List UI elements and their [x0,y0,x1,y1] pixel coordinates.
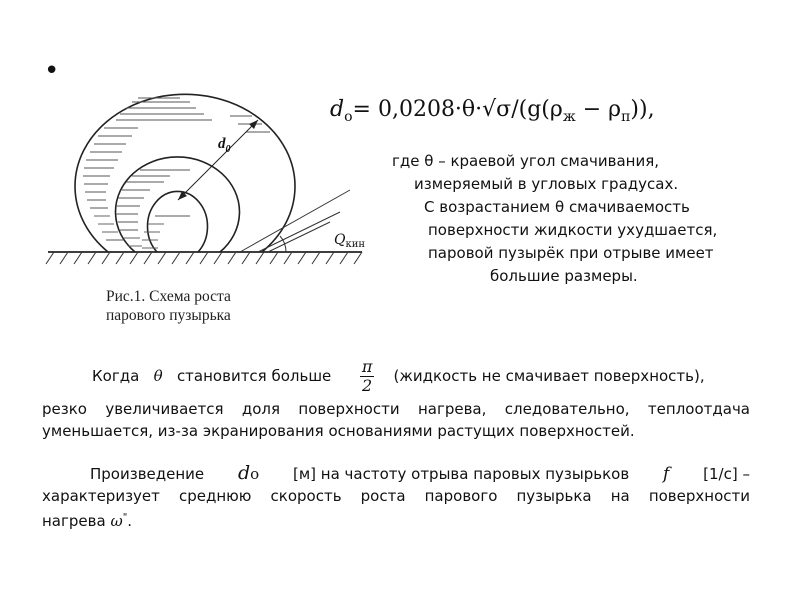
explain-line-6: большие размеры. [490,267,638,285]
paragraph-theta-line-2: резко увеличивается доля поверхности нагрева, следовательно, теплоотдача [42,400,750,418]
bubble-small [148,191,208,252]
paragraph-product [42,462,750,532]
paragraph-product-line-3: нагрева ω". [42,512,133,530]
diameter-arrow [178,120,258,200]
bubble-diameter-formula: $d_о= 0,0208\cdot\theta\cdot√\sigma/(g(\rho_ж - \rho_п))$, [330,97,655,125]
paragraph-theta [42,354,750,442]
formula-explanation [392,150,752,288]
bubble-growth-figure [40,70,380,290]
label-q-kin: $Q_{кин}$ [334,232,366,250]
pi-over-two: $\frac{\pi}{2}$ [361,357,373,395]
paragraph-product-line-2: характеризует среднюю скорость роста парового пузырька на поверхности [42,487,750,505]
label-d0: $d_0$ [218,136,231,155]
explain-line-2: измеряемый в угловых градусах. [414,175,679,193]
hatch-medium [116,170,190,246]
hatch-small [142,216,190,248]
explain-line-5: паровой пузырёк при отрыве имеет [428,244,714,262]
caption-line-1: Рис.1. Схема роста [106,288,231,305]
explain-line-3: С возрастанием θ смачиваемость [424,198,690,216]
surface-hatch [46,252,362,264]
paragraph-theta-line-1: Когда θ становится больше $\frac{\pi}{2}$ (жидкость не смачивает поверхность), [92,357,705,395]
figure-caption [106,287,231,325]
paragraph-product-line-1: Произведение dо [м] на частоту отрыва паровых пузырьков f [1/с] – [90,462,750,484]
caption-line-2: парового пузырька [106,307,231,324]
explain-line-4: поверхности жидкости ухудшается, [428,221,718,239]
explain-line-1: где θ – краевой угол смачивания, [392,152,660,170]
bullet-point: • [44,56,60,86]
bubble-large [75,94,295,252]
paragraph-theta-line-3: уменьшается, из-за экранирования основаниями растущих поверхностей. [42,422,635,440]
hatch-large [83,98,270,240]
